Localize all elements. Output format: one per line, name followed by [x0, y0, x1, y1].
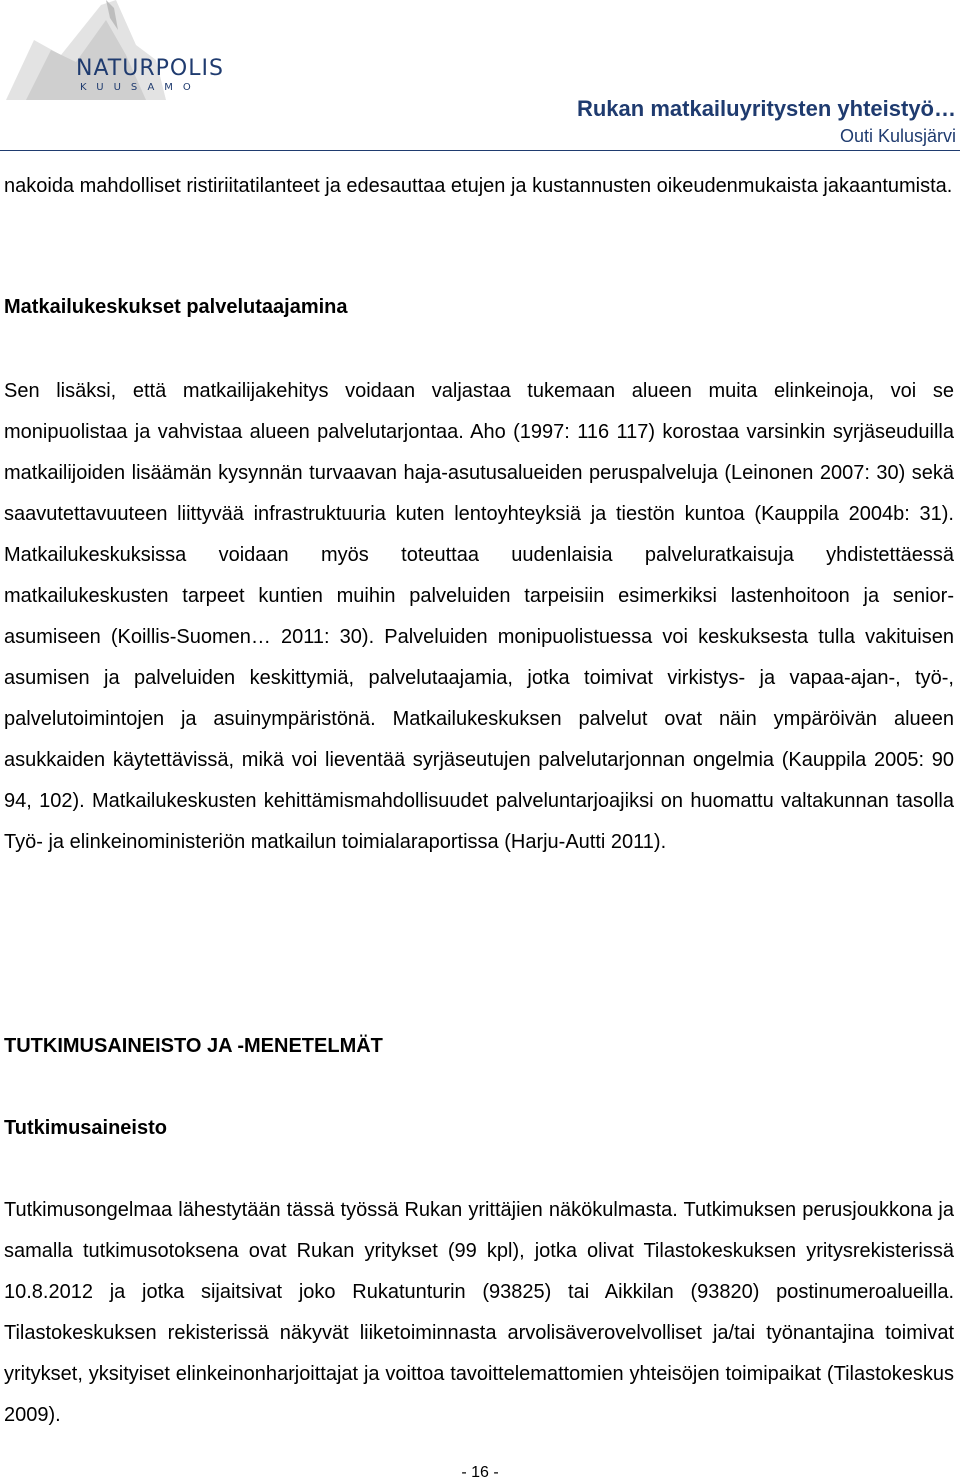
section-heading-tutkimusaineisto: Tutkimusaineisto — [4, 1117, 167, 1139]
running-header-title: Rukan matkailuyritysten yhteistyö… — [576, 96, 956, 121]
paragraph-palvelutaajamat: Sen lisäksi, että matkailijakehitys voidaan valjastaa tukemaan alueen muita elinkeinoja, voi se monipuolistaa ja vahvistaa alueen palvelutarjontaa. Aho (1997: 116 117) korostaa varsinkin syrjäseuduilla matkailijoiden lisäämän kysynnän turvaavan haja-asutusalueiden peruspalveluja (Leinonen 2007: 30) sekä saavutettavuuteen liittyvää infrastruktuuria kuten lentoyhteyksiä ja tiestön kuntoa (Kauppila 2004b: 31). Matkailukeskuksissa voidaan myös toteuttaa uudenlaisia palveluratkaisuja yhdistettäessä matkailukeskusten tarpeet kuntien muihin palveluiden tarpeisiin esimerkiksi lastenhoitoon ja senior-asumiseen (Koillis-Suomen… 2011: 30). Palveluiden monipuolistuessa voi keskuksesta tulla vakituisen asumisen ja palveluiden keskittymiä, palvelutaajamia, jotka toimivat virkistys- ja vapaa-ajan-, työ-, palvelutoimintojen ja asuinympäristönä. Matkailukeskuksen palvelut ovat näin ympäröivän alueen asukkaiden käytettävissä, mikä voi lieventää syrjäseutujen palvelutarjonnan ongelmia (Kauppila 2005: 90 94, 102). Matkailukeskusten kehittämismahdollisuudet palveluntarjoajiksi on huomattu valtakunnan tasolla Työ- ja elinkeinoministeriön matkailun toimialaraportissa (Harju-Autti 2011). — [4, 380, 954, 853]
chapter-heading-tutkimusaineisto: TUTKIMUSAINEISTO JA -MENETELMÄT — [4, 1035, 383, 1057]
naturpolis-logo — [6, 0, 224, 100]
running-header-author: Outi Kulusjärvi — [839, 126, 956, 146]
paragraph-tutkimusaineisto: Tutkimusongelmaa lähestytään tässä työssä Rukan yrittäjien näkökulmasta. Tutkimuksen perusjoukkona ja samalla tutkimusotoksena ovat Rukan yritykset (99 kpl), jotka olivat Tilastokeskuksen yritysrekisterissä 10.8.2012 ja jotka sijaitsivat joko Rukatunturin (93825) tai Aikkilan (93820) postinumeroalueilla. Tilastokeskuksen rekisterissä näkyvät liiketoiminnasta arvolisäverovelvolliset ja/tai työnantajina toimivat yritykset, yksityiset elinkeinonharjoittajat ja voittoa tavoittelemattomien yhteisöjen toimipaikat (Tilastokeskus 2009). — [4, 1199, 954, 1426]
page-number: - 16 - — [461, 1464, 499, 1481]
header-divider — [0, 150, 960, 151]
logo-sub: KUUSAMO — [80, 82, 201, 93]
logo-name: NATURPOLIS — [76, 56, 224, 81]
paragraph-continuation: nakoida mahdolliset ristiriitatilanteet ja edesauttaa etujen ja kustannusten oikeudenmukaista jakaantumista. — [4, 175, 953, 197]
section-heading-matkailukeskukset: Matkailukeskukset palvelutaajamina — [4, 296, 348, 318]
